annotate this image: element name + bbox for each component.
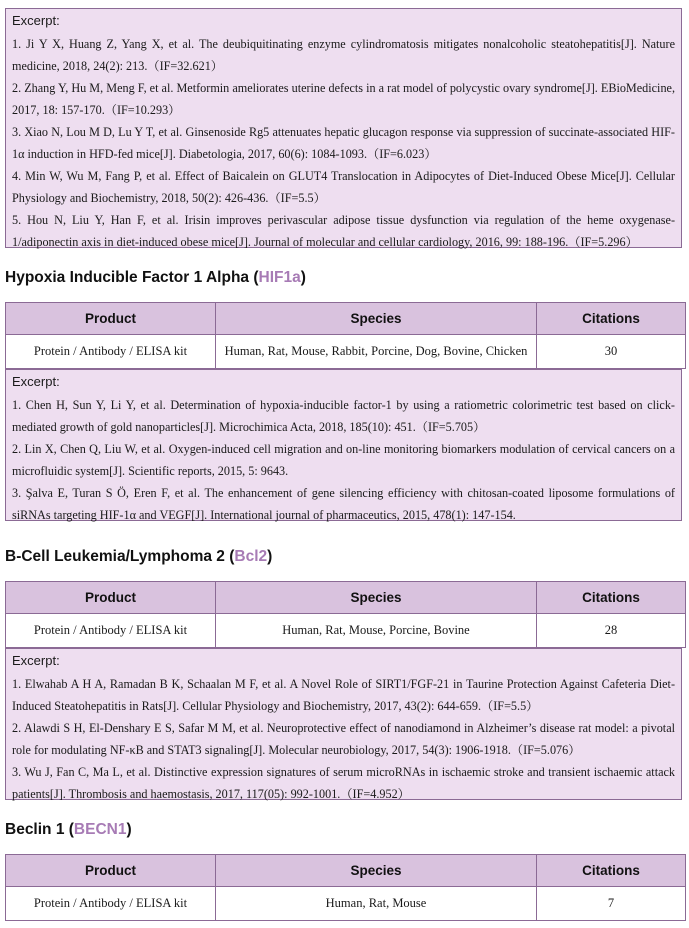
section-title-text: B-Cell Leukemia/Lymphoma 2: [5, 548, 225, 565]
section-abbr: HIF1a: [258, 269, 301, 286]
citation-item: 3. Wu J, Fan C, Ma L, et al. Distinctive expression signatures of serum microRNAs in ischaemic stroke and transient ischaemic attack patients[J]. Thrombosis and haemostasis, 2017, 117(05): 992-1001.（IF=4.952）: [12, 765, 675, 801]
cell-species: Human, Rat, Mouse, Porcine, Bovine: [216, 614, 537, 648]
product-table-hif1a: [5, 302, 686, 369]
citation-item: 1. Ji Y X, Huang Z, Yang X, et al. The deubiquitinating enzyme cylindromatosis mitigates nonalcoholic steatohepatitis[J]. Nature medicine, 2018, 24(2): 213.（IF=32.621）: [12, 37, 675, 73]
cell-species: Human, Rat, Mouse, Rabbit, Porcine, Dog, Bovine, Chicken: [216, 335, 537, 369]
section-abbr: BECN1: [73, 821, 127, 838]
section-title-becn1: Beclin 1 (BECN1): [5, 821, 132, 838]
header-species: Species: [216, 582, 537, 614]
table-row: [6, 887, 686, 921]
header-species: Species: [216, 855, 537, 887]
citation-item: 3. Xiao N, Lou M D, Lu Y T, et al. Ginsenoside Rg5 attenuates hepatic glucagon response via suppression of succinate-associated HIF-1α induction in HFD-fed mice[J]. Diabetologia, 2017, 60(6): 1084-1093.（IF=6.023）: [12, 125, 675, 161]
excerpt-label: Excerpt:: [12, 374, 60, 389]
excerpt-label: Excerpt:: [12, 13, 60, 28]
citation-item: 2. Zhang Y, Hu M, Meng F, et al. Metformin ameliorates uterine defects in a rat model of polycystic ovary syndrome[J]. EBioMedicine, 2017, 18: 157-170.（IF=10.293）: [12, 81, 675, 117]
section-title-bcl2: B-Cell Leukemia/Lymphoma 2 (Bcl2): [5, 548, 273, 565]
citation-item: 4. Min W, Wu M, Fang P, et al. Effect of Baicalein on GLUT4 Translocation in Adipocytes of Diet-Induced Obese Mice[J]. Cellular Physiology and Biochemistry, 2018, 50(2): 426-436.（IF=5.5）: [12, 169, 675, 205]
excerpt-box-hif1a: [5, 369, 682, 521]
citation-item: 1. Chen H, Sun Y, Li Y, et al. Determination of hypoxia-inducible factor-1 by using a ratiometric colorimetric test based on click-mediated growth of gold nanoparticles[J]. Microchimica Acta, 2018, 185(10): 451.（IF=5.705）: [12, 398, 675, 434]
table-header-row: [6, 303, 686, 335]
header-product: Product: [6, 303, 216, 335]
header-product: Product: [6, 855, 216, 887]
header-citations: Citations: [537, 582, 686, 614]
citation-item: 3. Şalva E, Turan S Ö, Eren F, et al. The enhancement of gene silencing efficiency with chitosan-coated liposome formulations of siRNAs targeting HIF-1α and VEGF[J]. International journal of pharmaceutics, 2015, 478(1): 147-154.: [12, 486, 675, 522]
citation-item: 2. Alawdi S H, El-Denshary E S, Safar M M, et al. Neuroprotective effect of nanodiamond in Alzheimer’s disease rat model: a pivotal role for modulating NF-κB and STAT3 signaling[J]. Molecular neurobiology, 2017, 54(3): 1906-1918.（IF=5.076）: [12, 721, 675, 757]
cell-product: Protein / Antibody / ELISA kit: [6, 887, 216, 921]
citation-item: 1. Elwahab A H A, Ramadan B K, Schaalan M F, et al. A Novel Role of SIRT1/FGF-21 in Taurine Protection Against Cafeteria Diet-Induced Steatohepatitis in Rats[J]. Cellular Physiology and Biochemistry, 2017, 43(2): 644-659.（IF=5.5）: [12, 677, 675, 713]
cell-product: Protein / Antibody / ELISA kit: [6, 335, 216, 369]
header-citations: Citations: [537, 855, 686, 887]
product-table-bcl2: [5, 581, 686, 648]
cell-citations: 28: [537, 614, 686, 648]
excerpt-label: Excerpt:: [12, 653, 60, 668]
header-product: Product: [6, 582, 216, 614]
citation-item: 2. Lin X, Chen Q, Liu W, et al. Oxygen-induced cell migration and on-line monitoring biomarkers modulation of cervical cancers on a microfluidic system[J]. Scientific reports, 2015, 5: 9643.: [12, 442, 675, 478]
section-abbr: Bcl2: [234, 548, 268, 565]
header-citations: Citations: [537, 303, 686, 335]
cell-citations: 30: [537, 335, 686, 369]
citation-item: 5. Hou N, Liu Y, Han F, et al. Irisin improves perivascular adipose tissue dysfunction via regulation of the heme oxygenase-1/adiponectin axis in diet-induced obese mice[J]. Journal of molecular and cellular cardiology, 2016, 99: 188-196.（IF=5.296）: [12, 213, 675, 249]
cell-citations: 7: [537, 887, 686, 921]
cell-product: Protein / Antibody / ELISA kit: [6, 614, 216, 648]
section-title-hif1a: Hypoxia Inducible Factor 1 Alpha (HIF1a): [5, 269, 306, 286]
excerpt-box-top: [5, 8, 682, 248]
section-title-text: Hypoxia Inducible Factor 1 Alpha: [5, 269, 250, 286]
table-row: [6, 335, 686, 369]
excerpt-box-bcl2: [5, 648, 682, 800]
cell-species: Human, Rat, Mouse: [216, 887, 537, 921]
section-title-text: Beclin 1: [5, 821, 65, 838]
table-header-row: [6, 582, 686, 614]
table-row: [6, 614, 686, 648]
header-species: Species: [216, 303, 537, 335]
product-table-becn1: [5, 854, 686, 921]
table-header-row: [6, 855, 686, 887]
